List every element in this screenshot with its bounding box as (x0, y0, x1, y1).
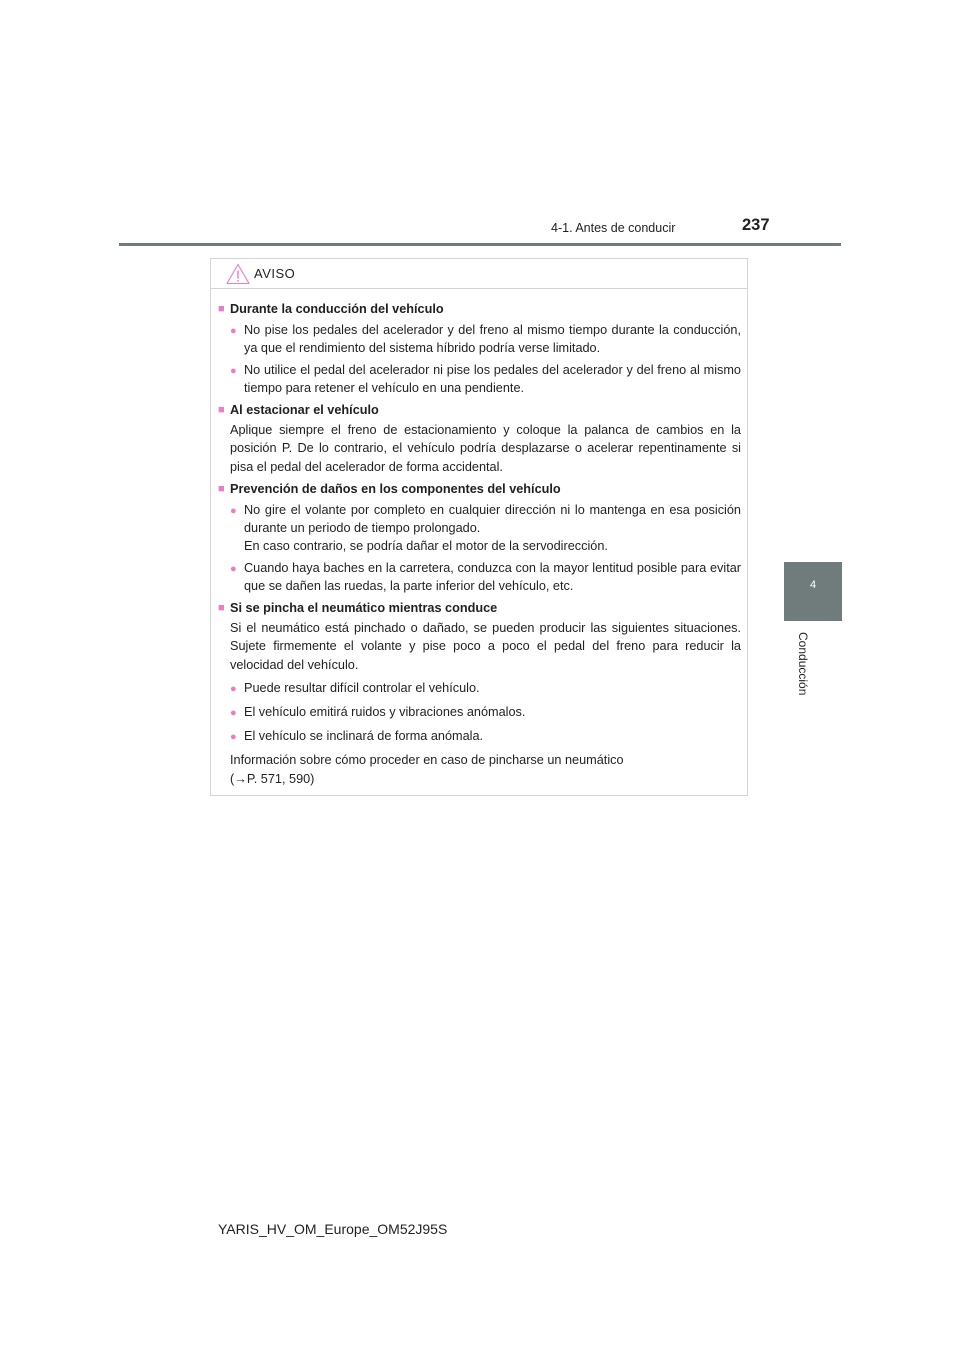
square-bullet-icon: ■ (218, 404, 225, 417)
page-reference: (→P. 571, 590) (230, 771, 315, 786)
warning-box (210, 258, 748, 796)
footer-doc-code: YARIS_HV_OM_Europe_OM52J95S (218, 1221, 448, 1237)
list-item (218, 559, 741, 595)
list-item-text: El vehículo emitirá ruidos y vibraciones anómalos. (244, 705, 526, 720)
list-item (218, 321, 741, 357)
warning-triangle-icon (226, 263, 250, 285)
section-heading-text: Prevención de daños en los componentes del vehículo (230, 481, 561, 496)
list-item (218, 501, 741, 556)
circle-bullet-icon: ● (230, 707, 237, 720)
list-item-text: Puede resultar difícil controlar el vehículo. (244, 680, 480, 695)
note-line: Información sobre cómo proceder en caso de pincharse un neumático (230, 753, 624, 768)
list-item (218, 679, 741, 698)
list-item-text: No utilice el pedal del acelerador ni pise los pedales del acelerador y del freno al mismo tiempo para retener el vehículo en una pendiente. (244, 362, 741, 395)
chapter-tab-number: 4 (809, 579, 817, 591)
list-item (218, 727, 741, 746)
section-note (218, 751, 741, 787)
section-heading (218, 480, 741, 498)
page-number: 237 (742, 216, 770, 234)
header-section-title: 4-1. Antes de conducir (551, 221, 676, 235)
circle-bullet-icon: ● (230, 562, 237, 575)
list-item (218, 703, 741, 722)
section-heading (218, 300, 741, 318)
warning-title: AVISO (254, 266, 296, 281)
section-paragraph: Aplique siempre el freno de estacionamiento y coloque la palanca de cambios en la posición P. De lo contrario, el vehículo podría desplazarse o acelerar repentinamente si pisa el pedal del acelerador de forma accidental. (230, 423, 741, 474)
circle-bullet-icon: ● (230, 505, 237, 518)
warning-body (211, 289, 747, 788)
list-item-line: No gire el volante por completo en cualquier dirección ni lo mantenga en esa posición durante un periodo de tiempo prolongado. (244, 503, 741, 536)
square-bullet-icon: ■ (218, 602, 225, 615)
section-heading-text: Durante la conducción del vehículo (230, 302, 444, 316)
list-item-line: En caso contrario, se podría dañar el motor de la servodirección. (244, 539, 608, 554)
circle-bullet-icon: ● (230, 364, 237, 377)
circle-bullet-icon: ● (230, 731, 237, 744)
section-heading (218, 401, 741, 419)
square-bullet-icon: ■ (218, 303, 225, 315)
list-item-text: Cuando haya baches en la carretera, conduzca con la mayor lentitud posible para evitar que se dañen las ruedas, la parte inferior del vehículo, etc. (244, 560, 741, 593)
list-item-text (244, 501, 741, 556)
chapter-tab (784, 562, 842, 621)
list-item-text: El vehículo se inclinará de forma anómala. (244, 729, 484, 744)
section-heading-text: Si se pincha el neumático mientras conduce (230, 601, 498, 616)
section-paragraph: Si el neumático está pinchado o dañado, se pueden producir las siguientes situaciones. Sujete firmemente el volante y pise poco a poco el pedal del freno para reducir la velocidad del vehículo. (230, 621, 741, 672)
section-heading (218, 599, 741, 617)
header-divider (119, 243, 841, 246)
circle-bullet-icon: ● (230, 682, 237, 695)
chapter-tab-label: Conducción (796, 632, 810, 696)
square-bullet-icon: ■ (218, 482, 225, 495)
list-item-text: No pise los pedales del acelerador y del freno al mismo tiempo durante la conducción, ya que el rendimiento del sistema híbrido podría verse limitado. (244, 323, 741, 356)
warning-header (211, 259, 747, 289)
circle-bullet-icon: ● (230, 325, 237, 338)
list-item (218, 361, 741, 397)
section-heading-text: Al estacionar el vehículo (230, 403, 379, 418)
